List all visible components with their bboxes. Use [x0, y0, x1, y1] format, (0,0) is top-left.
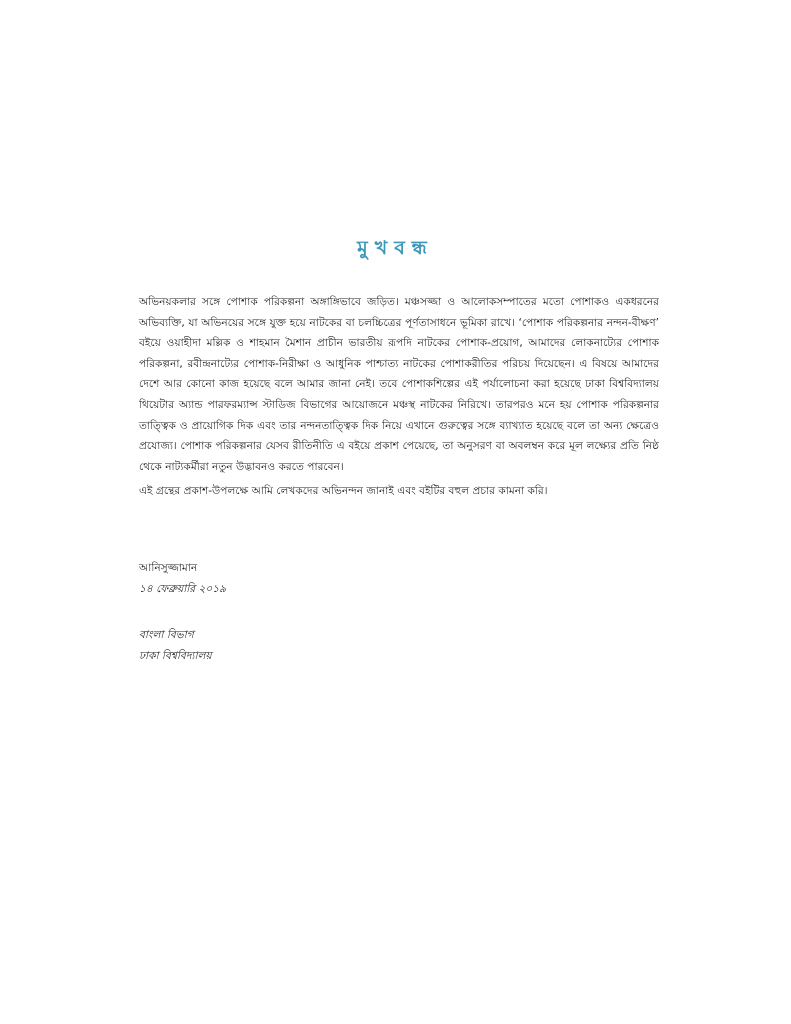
signature-university: ঢাকা বিশ্ববিদ্যালয় — [139, 650, 212, 662]
foreword-body — [139, 292, 659, 502]
signature-department: বাংলা বিভাগ — [139, 629, 194, 641]
signature-date: ১৪ ফেব্রুয়ারি ২০১৯ — [139, 583, 227, 595]
signature-author: আনিসুজ্জামান — [139, 562, 198, 574]
foreword-paragraph-1: অভিনয়কলার সঙ্গে পোশাক পরিকল্পনা অঙ্গাঙ্গিভাবে জড়িত। মঞ্চসজ্জা ও আলোকসম্পাতের মতো পোশাকও একধরনের অভিব্যক্তি, যা অভিনয়ের সঙ্গে যুক্ত হয়ে নাটকের বা চলচ্চিত্রের পূর্ণতাসাধনে ভূমিকা রাখে। ‘পোশাক পরিকল্পনার নন্দন-বীক্ষণ’ বইয়ে ওয়াহীদা মল্লিক ও শাহমান মৈশান প্রাচীন ভারতীয় রূপদি নাটকের পোশাক-প্রয়োগ, আমাদের লোকনাট্যের পোশাক পরিকল্পনা, রবীন্দ্রনাট্যের পোশাক-নিরীক্ষা ও আধুনিক পাশ্চাত্য নাটকের পোশাকরীতির পরিচয় দিয়েছেন। এ বিষয়ে আমাদের দেশে আর কোনো কাজ হয়েছে বলে আমার জানা নেই। তবে পোশাকশিল্পের এই পর্যালোচনা করা হয়েছে ঢাকা বিশ্ববিদ্যালয় থিয়েটার অ্যান্ড পারফরম্যান্স স্টাডিজ বিভাগের আয়োজনে মঞ্চস্থ নাটকের নিরিখে। তারপরও মনে হয় পোশাক পরিকল্পনার তাত্ত্বিক ও প্রায়োগিক দিক এবং তার নন্দনতাত্ত্বিক দিক নিয়ে এখানে গুরুত্বের সঙ্গে ব্যাখ্যাত হয়েছে বলে তা অন্য ক্ষেত্রেও প্রযোজ্য। পোশাক পরিকল্পনার যেসব রীতিনীতি এ বইয়ে প্রকাশ পেয়েছে, তা অনুসরণ বা অবলম্বন করে মূল লক্ষ্যের প্রতি নিষ্ঠ থেকে নাট্যকর্মীরা নতুন উদ্ভাবনও করতে পারবেন। — [139, 296, 659, 473]
foreword-paragraph-2: এই গ্রন্থের প্রকাশ-উপলক্ষে আমি লেখকদের অভিনন্দন জানাই এবং বইটির বহুল প্রচার কামনা করি। — [139, 485, 548, 498]
page-title: মুখবন্ধ — [357, 237, 434, 259]
